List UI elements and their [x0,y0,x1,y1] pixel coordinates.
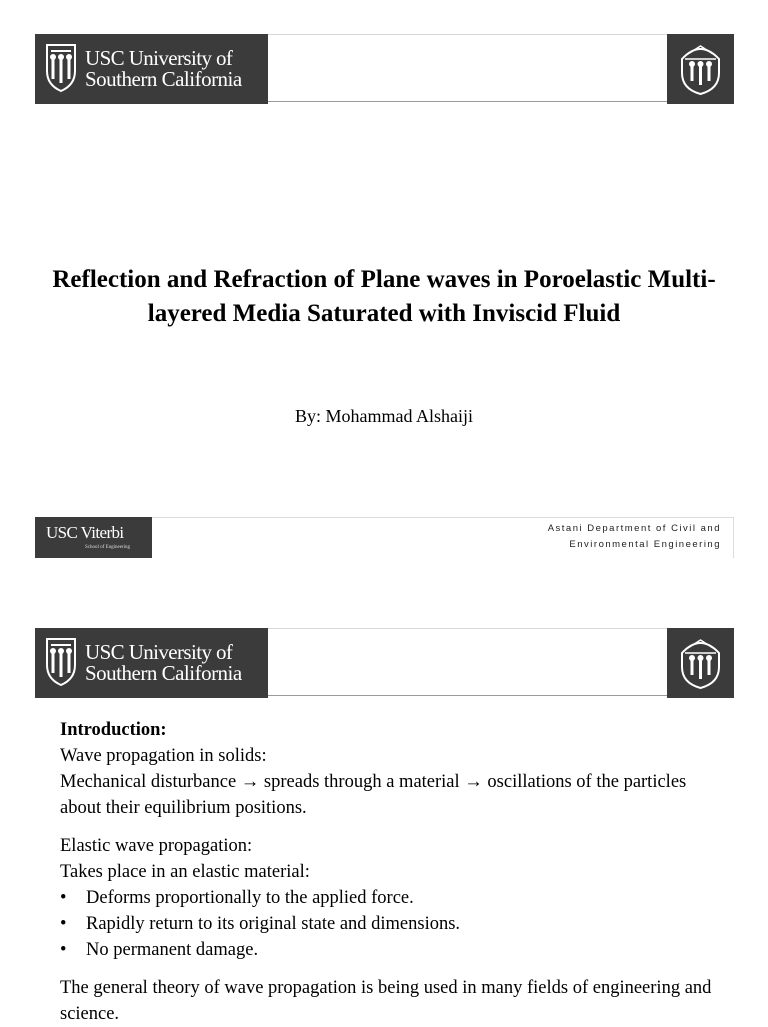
list-item: • Deforms proportionally to the applied force. [60,885,730,911]
slide-footer [35,517,734,558]
paragraph-elastic-title: Elastic wave propagation: [60,836,253,856]
paragraph-general-theory: The general theory of wave propagation is being used in many fields of engineering and science. [60,978,712,1024]
usc-wordmark [85,642,242,684]
usc-seal-emblem-icon [679,43,722,95]
author-line: By: Mohammad Alshaiji [295,406,473,426]
list-item: • Rapidly return to its original state and dimensions. [60,911,730,937]
usc-wordmark [85,48,242,90]
usc-seal-badge [667,628,734,698]
viterbi-wordmark: USC Viterbi [46,523,124,542]
slide-header [35,34,734,104]
introduction-content [60,717,730,1027]
department-name [548,521,721,553]
slide-header [35,628,734,698]
paragraph-wave-propagation-title: Wave propagation in solids: [60,746,267,766]
department-line1: Astani Department of Civil and [547,523,721,534]
usc-wordmark-line1: USC University of [85,46,233,70]
presentation-title: Reflection and Refraction of Plane waves in Poroelastic Multi-layered Media Saturated with Inviscid Fluid [52,266,716,327]
department-line2: Environmental Engineering [569,539,721,550]
viterbi-subtitle: School of Engineering [85,545,130,550]
paragraph-wave-propagation-text: Mechanical disturbance → spreads through a material → oscillations of the particles about their equilibrium positions. [60,772,687,818]
usc-seal-icon [43,43,79,93]
usc-logo [35,34,268,104]
usc-wordmark-line2: Southern California [85,661,242,685]
usc-wordmark-line1: USC University of [85,640,233,664]
usc-viterbi-logo [35,517,152,558]
list-item: • No permanent damage. [60,937,730,963]
usc-seal-icon [43,637,79,687]
usc-wordmark-line2: Southern California [85,67,242,91]
usc-seal-badge [667,34,734,104]
introduction-slide [0,600,768,1024]
usc-logo [35,628,268,698]
elastic-properties-list [60,885,730,963]
section-heading: Introduction: [60,720,167,740]
paragraph-elastic-text: Takes place in an elastic material: [60,862,310,882]
usc-seal-emblem-icon [679,637,722,689]
